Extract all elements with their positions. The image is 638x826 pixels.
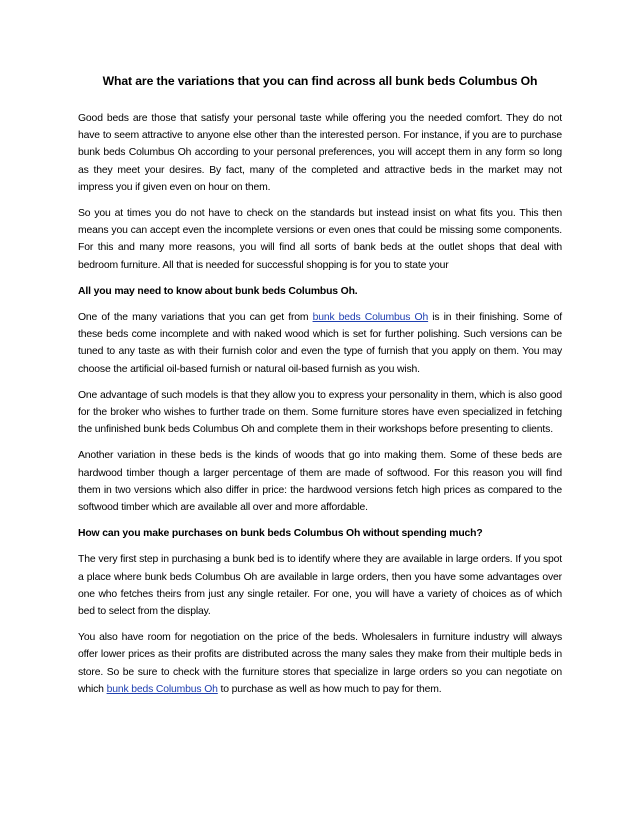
bunk-beds-link-1[interactable]: bunk beds Columbus Oh xyxy=(312,312,429,324)
paragraph-standards: So you at times you do not have to check on the standards but instead insist on what fits you. This then means you can accept even the incomplete versions or even ones that could be missing some components. For this and many more reasons, you will find all sorts of bank beds at the outlet shops that deal with bedroom furniture. All that is needed for successful shopping is for you to state your xyxy=(78,208,562,271)
paragraph-woods: Another variation in these beds is the kinds of woods that go into making them. Some of these beds are hardwood timber though a larger percentage of them are made of softwood. For this reason you will find them in two versions which also differ in price: the hardwood versions fetch high prices as compared to the softwood timber which are available all over and more affordable. xyxy=(78,450,562,514)
paragraph-first-step: The very first step in purchasing a bunk bed is to identify where they are available in large orders. If you spot a place where bunk beds Columbus Oh are available in large orders, then you have some advantages over one who fetches theirs from just any single retailer. For one, you will have a variety of choices as of which bed to select from the display. xyxy=(78,554,562,618)
paragraph-finishing-text-after: is in their finishing. Some of these beds come incomplete and with naked wood which is set for further polishing. Such versions can be tuned to any taste as with their furnish color and even the type of furnish that you apply on them. You may choose the artificial oil-based furnish or natural oil-based furnish as you wish. xyxy=(78,312,562,375)
paragraph-negotiation-text-before: You also have room for negotiation on the price of the beds. Wholesalers in furniture industry will always offer lower prices as their profits are distributed across the many sales they make from their multiple beds in store. So be sure to check with the furniture stores that specialize in large orders so you can negotiate on which xyxy=(78,632,562,695)
paragraph-finishing-text-before: One of the many variations that you can get from xyxy=(78,312,313,324)
section-heading-know: All you may need to know about bunk beds Columbus Oh. xyxy=(78,285,358,297)
paragraph-finishing xyxy=(78,309,562,378)
document-page xyxy=(78,73,562,707)
paragraph-advantage: One advantage of such models is that they allow you to express your personality in them, which is also good for the broker who wishes to further trade on them. Some furniture stores have even specialized in fetching the unfinished bunk beds Columbus Oh and complete them in their workshops before presenting to clients. xyxy=(78,389,562,436)
paragraph-negotiation-text-after: to purchase as well as how much to pay for them. xyxy=(217,683,442,695)
bunk-beds-link-2[interactable]: bunk beds Columbus Oh xyxy=(106,683,218,695)
section-heading-purchase: How can you make purchases on bunk beds Columbus Oh without spending much? xyxy=(78,528,483,540)
paragraph-negotiation xyxy=(78,629,562,698)
document-title: What are the variations that you can find across all bunk beds Columbus Oh xyxy=(102,74,538,88)
paragraph-intro: Good beds are those that satisfy your personal taste while offering you the needed comfort. They do not have to seem attractive to anyone else other than the interested person. For instance, if you are to purchase bunk beds Columbus Oh according to your personal preferences, you will accept them in any form so long as they meet your desires. By fact, many of the completed and attractive beds in the market may not impress you if given even on hour on them. xyxy=(78,113,562,193)
